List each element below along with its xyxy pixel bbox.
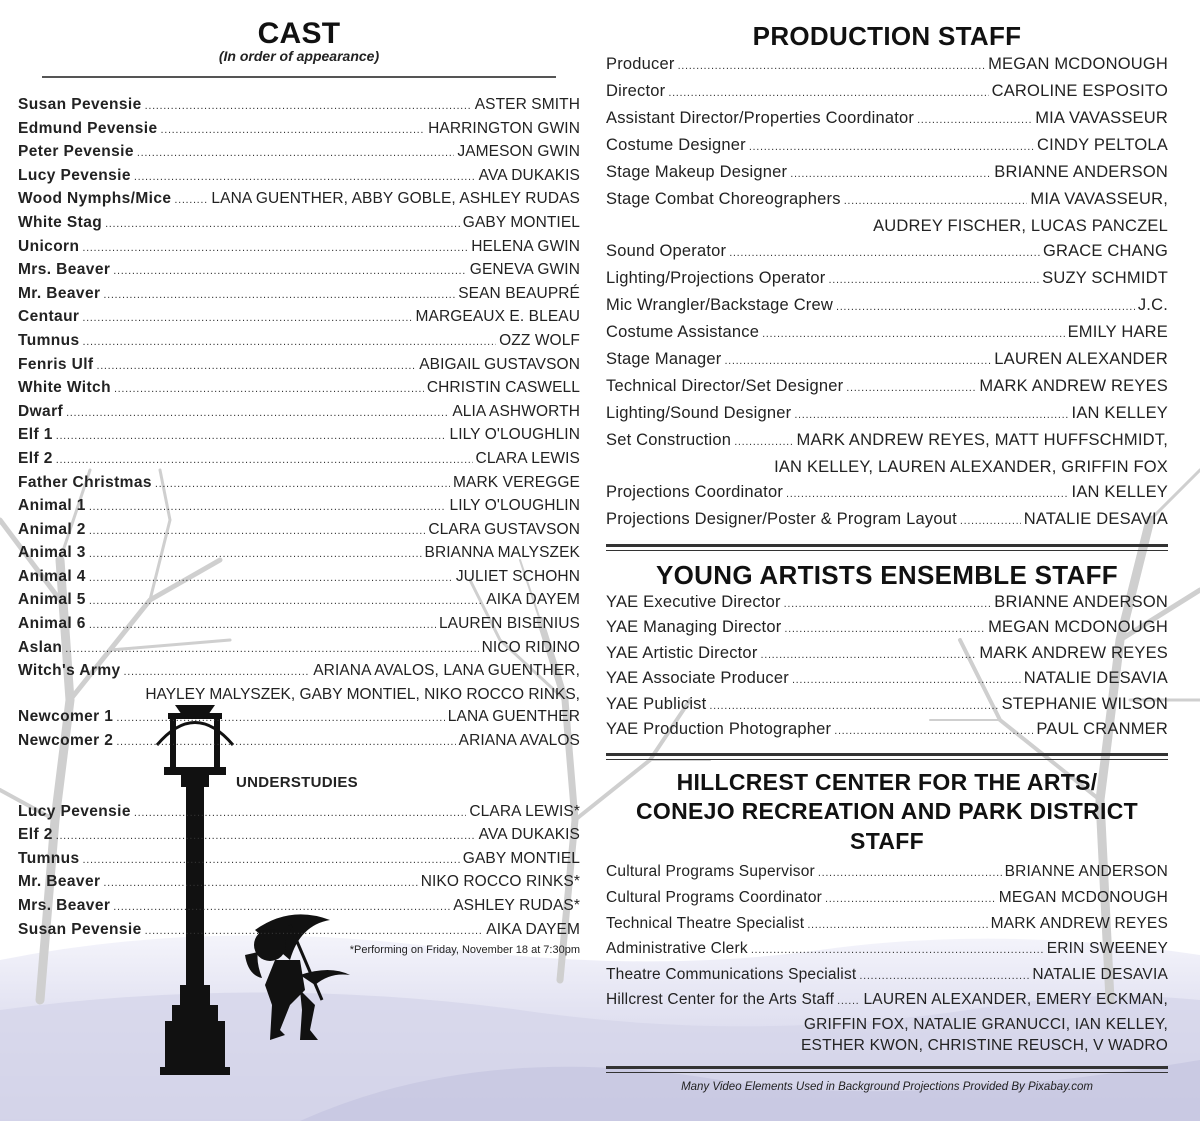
staff-entry xyxy=(606,266,1168,293)
understudy-entry xyxy=(18,824,580,848)
role-label: Assistant Director/Properties Coordinator xyxy=(606,109,915,127)
actor-name: ARIANA AVALOS xyxy=(458,732,580,750)
actor-name: AIKA DAYEM xyxy=(486,920,580,938)
actor-name: HARRINGTON GWIN xyxy=(428,119,580,137)
role-label: YAE Executive Director xyxy=(606,593,781,611)
staff-entry xyxy=(606,239,1168,266)
role-label: YAE Production Photographer xyxy=(606,720,832,739)
staff-entry xyxy=(606,187,1168,214)
staff-entry xyxy=(606,428,1168,455)
cast-entry xyxy=(18,519,580,543)
role-label: Costume Assistance xyxy=(606,323,760,341)
cast-entry xyxy=(18,283,580,307)
understudy-entry xyxy=(18,919,580,943)
actor-name: CLARA LEWIS* xyxy=(469,802,580,820)
cast-entry xyxy=(18,660,580,684)
staff-name: ERIN SWEENEY xyxy=(1046,940,1168,958)
role-label: Stage Combat Choreographers xyxy=(606,190,841,208)
staff-entry xyxy=(606,667,1168,692)
staff-section xyxy=(606,20,1168,1093)
section-divider xyxy=(606,753,1168,760)
role-label: Technical Theatre Specialist xyxy=(606,914,805,932)
staff-entry xyxy=(606,886,1168,912)
role-label: Lucy Pevensie xyxy=(18,802,131,820)
cast-title: CAST xyxy=(257,17,341,50)
actor-name: ASHLEY RUDAS* xyxy=(453,897,580,914)
staff-continuation: IAN KELLEY, LAUREN ALEXANDER, GRIFFIN FOX xyxy=(774,458,1168,476)
role-label: Cultural Programs Supervisor xyxy=(606,863,815,881)
role-label: Mrs. Beaver xyxy=(18,261,111,279)
role-label: Father Christmas xyxy=(18,473,152,491)
cast-entry xyxy=(18,165,580,189)
staff-entry xyxy=(606,106,1168,133)
cast-list xyxy=(18,94,580,754)
actor-name: ASTER SMITH xyxy=(474,96,580,113)
cast-entry xyxy=(18,141,580,165)
actor-name: JAMESON GWIN xyxy=(457,143,580,161)
role-label: Lucy Pevensie xyxy=(18,166,131,184)
role-label: Tumnus xyxy=(18,849,80,867)
role-label: Witch's Army xyxy=(18,662,121,680)
staff-name: SUZY SCHMIDT xyxy=(1042,269,1168,287)
cast-entry xyxy=(18,472,580,496)
staff-name: CAROLINE ESPOSITO xyxy=(991,82,1168,100)
cast-entry xyxy=(18,706,580,730)
cast-entry xyxy=(18,377,580,401)
staff-name: CINDY PELTOLA xyxy=(1037,136,1168,154)
staff-name: IAN KELLEY xyxy=(1071,483,1168,501)
staff-continuation: ESTHER KWON, CHRISTINE REUSCH, V WADRO xyxy=(801,1037,1168,1054)
role-label: Newcomer 1 xyxy=(18,708,114,726)
cast-entry xyxy=(18,212,580,236)
role-label: Director xyxy=(606,82,666,100)
role-label: Animal 3 xyxy=(18,544,86,562)
staff-name: MEGAN MCDONOUGH xyxy=(988,55,1168,73)
staff-name: EMILY HARE xyxy=(1067,323,1168,341)
actor-name: JULIET SCHOHN xyxy=(455,567,580,585)
role-label: Dwarf xyxy=(18,402,64,420)
role-label: Administrative Clerk xyxy=(606,940,748,958)
cast-entry xyxy=(18,306,580,330)
actor-name: LAUREN BISENIUS xyxy=(438,615,580,633)
role-label: Stage Makeup Designer xyxy=(606,163,788,181)
staff-entry xyxy=(606,616,1168,641)
cast-entry xyxy=(18,542,580,566)
staff-entry xyxy=(606,912,1168,938)
staff-name: MARK ANDREW REYES, MATT HUFFSCHMIDT, xyxy=(796,431,1168,449)
actor-name: SEAN BEAUPRÉ xyxy=(458,284,580,302)
cast-entry xyxy=(18,637,580,661)
role-label: Costume Designer xyxy=(606,136,746,154)
actor-name: LILY O'LOUGHLIN xyxy=(449,426,580,444)
role-label: Elf 2 xyxy=(18,449,53,467)
role-label: Animal 6 xyxy=(18,615,86,633)
cast-continuation: HAYLEY MALYSZEK, GABY MONTIEL, NIKO ROCCO RINKS, xyxy=(145,685,580,703)
section-divider xyxy=(606,1066,1168,1073)
understudy-entry xyxy=(18,848,580,872)
staff-name: BRIANNE ANDERSON xyxy=(994,163,1168,181)
actor-name: MARK VEREGGE xyxy=(453,473,580,491)
actor-name: GENEVA GWIN xyxy=(469,261,580,279)
role-label: Hillcrest Center for the Arts Staff xyxy=(606,991,835,1009)
production-staff-title: PRODUCTION STAFF xyxy=(752,21,1022,51)
staff-name: NATALIE DESAVIA xyxy=(1032,965,1168,983)
cast-entry xyxy=(18,424,580,448)
role-label: YAE Associate Producer xyxy=(606,669,789,688)
actor-name: AVA DUKAKIS xyxy=(478,166,580,184)
staff-continuation: GRIFFIN FOX, NATALIE GRANUCCI, IAN KELLEY, xyxy=(803,1016,1168,1033)
understudies-list xyxy=(18,801,580,943)
role-label: Lighting/Projections Operator xyxy=(606,269,826,287)
staff-name: LAUREN ALEXANDER, EMERY ECKMAN, xyxy=(863,991,1168,1009)
staff-name: PAUL CRANMER xyxy=(1036,720,1168,739)
hillcrest-staff-section xyxy=(606,768,1168,1056)
understudy-entry xyxy=(18,871,580,895)
actor-name: HELENA GWIN xyxy=(471,237,580,255)
role-label: Unicorn xyxy=(18,237,80,255)
role-label: Cultural Programs Coordinator xyxy=(606,889,822,907)
cast-entry xyxy=(18,118,580,142)
cast-entry xyxy=(18,566,580,590)
role-label: Newcomer 2 xyxy=(18,732,114,750)
staff-entry xyxy=(606,293,1168,320)
staff-name: NATALIE DESAVIA xyxy=(1023,669,1168,688)
actor-name: LILY O'LOUGHLIN xyxy=(449,497,580,515)
role-label: Mr. Beaver xyxy=(18,873,101,891)
staff-entry xyxy=(606,480,1168,507)
role-label: YAE Artistic Director xyxy=(606,643,758,662)
staff-entry xyxy=(606,320,1168,347)
cast-section xyxy=(18,18,580,956)
staff-name: MIA VAVASSEUR, xyxy=(1030,190,1168,208)
cast-divider xyxy=(42,76,556,78)
staff-name: STEPHANIE WILSON xyxy=(1001,694,1168,713)
staff-entry xyxy=(606,937,1168,963)
staff-name: MARK ANDREW REYES xyxy=(990,914,1168,932)
role-label: Fenris Ulf xyxy=(18,355,94,373)
cast-entry xyxy=(18,730,580,754)
section-divider xyxy=(606,544,1168,551)
staff-entry xyxy=(606,52,1168,79)
staff-name: MARK ANDREW REYES xyxy=(979,643,1168,662)
video-credit: Many Video Elements Used in Background Projections Provided By Pixabay.com xyxy=(681,1081,1093,1093)
understudy-entry xyxy=(18,895,580,919)
actor-name: CLARA GUSTAVSON xyxy=(428,520,580,538)
production-staff-list xyxy=(606,52,1168,534)
role-label: Animal 4 xyxy=(18,567,86,585)
role-label: Aslan xyxy=(18,638,63,656)
role-label: Sound Operator xyxy=(606,242,727,260)
actor-name: BRIANNA MALYSZEK xyxy=(424,544,580,562)
staff-name: BRIANNE ANDERSON xyxy=(994,593,1168,611)
role-label: White Stag xyxy=(18,213,103,231)
staff-entry xyxy=(606,963,1168,989)
actor-name: LANA GUENTHER, ABBY GOBLE, ASHLEY RUDAS xyxy=(211,190,580,208)
staff-entry xyxy=(606,507,1168,534)
yae-staff-title: YOUNG ARTISTS ENSEMBLE STAFF xyxy=(656,560,1118,590)
role-label: Lighting/Sound Designer xyxy=(606,404,792,422)
staff-entry xyxy=(606,860,1168,886)
role-label: Tumnus xyxy=(18,331,80,349)
cast-entry xyxy=(18,188,580,212)
staff-entry xyxy=(606,374,1168,401)
actor-name: MARGEAUX E. BLEAU xyxy=(415,308,580,326)
cast-entry xyxy=(18,589,580,613)
staff-entry xyxy=(606,160,1168,187)
understudies-heading: UNDERSTUDIES xyxy=(236,773,358,791)
staff-entry xyxy=(606,347,1168,374)
staff-name: MIA VAVASSEUR xyxy=(1035,109,1168,127)
role-label: Mrs. Beaver xyxy=(18,897,111,914)
actor-name: CLARA LEWIS xyxy=(475,449,580,467)
cast-entry xyxy=(18,401,580,425)
actor-name: CHRISTIN CASWELL xyxy=(426,379,580,397)
role-label: Animal 2 xyxy=(18,520,86,538)
role-label: Set Construction xyxy=(606,431,732,449)
cast-entry xyxy=(18,354,580,378)
staff-name: LAUREN ALEXANDER xyxy=(994,350,1168,368)
staff-name: GRACE CHANG xyxy=(1042,242,1168,260)
role-label: Projections Designer/Poster & Program Layout xyxy=(606,510,957,528)
cast-subtitle: (In order of appearance) xyxy=(218,48,380,64)
actor-name: ALIA ASHWORTH xyxy=(452,402,580,420)
actor-name: GABY MONTIEL xyxy=(462,213,580,231)
role-label: Elf 1 xyxy=(18,426,53,444)
actor-name: NIKO ROCCO RINKS* xyxy=(420,873,580,891)
staff-continuation: AUDREY FISCHER, LUCAS PANCZEL xyxy=(873,217,1168,235)
staff-entry xyxy=(606,401,1168,428)
role-label: Susan Pevensie xyxy=(18,96,142,113)
actor-name: GABY MONTIEL xyxy=(462,849,580,867)
actor-name: LANA GUENTHER xyxy=(447,708,580,726)
staff-name: BRIANNE ANDERSON xyxy=(1004,863,1168,881)
role-label: Projections Coordinator xyxy=(606,483,784,501)
staff-entry xyxy=(606,693,1168,718)
role-label: Wood Nymphs/Mice xyxy=(18,190,172,208)
role-label: YAE Managing Director xyxy=(606,618,782,637)
role-label: Mic Wrangler/Backstage Crew xyxy=(606,296,833,314)
staff-name: MEGAN MCDONOUGH xyxy=(998,889,1168,907)
role-label: Animal 5 xyxy=(18,591,86,609)
role-label: Elf 2 xyxy=(18,826,53,844)
role-label: Centaur xyxy=(18,308,80,326)
staff-name: MEGAN MCDONOUGH xyxy=(988,618,1168,637)
staff-entry xyxy=(606,591,1168,616)
role-label: Technical Director/Set Designer xyxy=(606,377,844,395)
yae-staff-section xyxy=(606,559,1168,743)
role-label: Susan Pevensie xyxy=(18,920,142,938)
role-label: White Witch xyxy=(18,379,111,397)
role-label: Producer xyxy=(606,55,675,73)
actor-name: NICO RIDINO xyxy=(481,638,580,656)
role-label: Animal 1 xyxy=(18,497,86,515)
staff-name: IAN KELLEY xyxy=(1071,404,1168,422)
staff-name: J.C. xyxy=(1137,296,1168,314)
role-label: Mr. Beaver xyxy=(18,284,101,302)
staff-entry xyxy=(606,79,1168,106)
role-label: YAE Publicist xyxy=(606,694,707,713)
actor-name: AIKA DAYEM xyxy=(486,591,580,609)
staff-entry xyxy=(606,642,1168,667)
staff-entry xyxy=(606,718,1168,743)
actor-name: ARIANA AVALOS, LANA GUENTHER, xyxy=(313,662,580,680)
role-label: Peter Pevensie xyxy=(18,143,134,161)
performance-footnote: *Performing on Friday, November 18 at 7:30pm xyxy=(349,944,580,957)
role-label: Theatre Communications Specialist xyxy=(606,965,857,983)
actor-name: AVA DUKAKIS xyxy=(478,826,580,844)
staff-entry xyxy=(606,133,1168,160)
staff-name: NATALIE DESAVIA xyxy=(1023,510,1168,528)
staff-entry xyxy=(606,988,1168,1014)
understudy-entry xyxy=(18,801,580,825)
cast-entry xyxy=(18,613,580,637)
role-label: Edmund Pevensie xyxy=(18,119,158,137)
staff-name: MARK ANDREW REYES xyxy=(979,377,1168,395)
hillcrest-title-line-2: CONEJO RECREATION AND PARK DISTRICT STAFF xyxy=(635,798,1139,855)
actor-name: OZZ WOLF xyxy=(499,331,580,349)
actor-name: ABIGAIL GUSTAVSON xyxy=(419,355,580,373)
cast-entry xyxy=(18,259,580,283)
cast-entry xyxy=(18,236,580,260)
cast-entry xyxy=(18,448,580,472)
role-label: Stage Manager xyxy=(606,350,722,368)
cast-entry xyxy=(18,330,580,354)
cast-entry xyxy=(18,94,580,118)
hillcrest-title-line-1: HILLCREST CENTER FOR THE ARTS/ xyxy=(676,769,1098,796)
cast-entry xyxy=(18,495,580,519)
